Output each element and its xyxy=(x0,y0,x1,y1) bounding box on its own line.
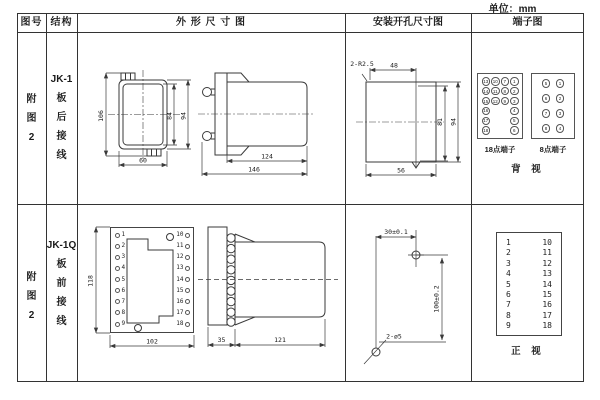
terminal-circle: 18 xyxy=(483,128,489,134)
figure-label-char: 附 xyxy=(26,272,37,283)
terminal-block-18pt xyxy=(477,73,523,139)
terminal-number: 14 xyxy=(542,279,552,289)
terminal-circle: 2 xyxy=(556,94,565,103)
structure-label-char: 后 xyxy=(56,112,67,123)
terminal-circle: 4 xyxy=(556,124,565,133)
dim-60-label: 60 xyxy=(139,156,147,165)
terminal-circle: 2 xyxy=(510,87,519,96)
front-terminal-number: 9 xyxy=(115,321,125,327)
dim-84-label: 84 xyxy=(165,112,174,120)
structure-label-char: JK-1Q xyxy=(46,240,77,251)
front-terminal-number: 18 xyxy=(175,321,190,327)
dim-124-label: 124 xyxy=(261,152,273,161)
terminal-table-jk1q xyxy=(496,232,562,336)
front-terminal-number: 7 xyxy=(115,299,125,305)
front-terminal-number: 16 xyxy=(175,299,190,305)
jk1q-body-outline xyxy=(127,239,173,323)
jk1q-mount-hole-top xyxy=(167,234,174,241)
terminal-number: 1 xyxy=(506,238,511,247)
front-terminal-number: 12 xyxy=(175,254,190,260)
row2-figure-label xyxy=(21,268,42,325)
jk1-cutout-dim-lines xyxy=(366,68,461,177)
front-terminal-number: 8 xyxy=(115,310,125,316)
terminal-circle: 8 xyxy=(501,87,510,96)
terminal-circle: 14 xyxy=(483,88,489,94)
terminal-circle: 16 xyxy=(483,108,489,114)
structure-label-char: JK-1 xyxy=(50,74,73,85)
dim-118-label: 118 xyxy=(86,275,95,287)
terminal-number: 2 xyxy=(506,248,511,258)
terminal-circle: 7 xyxy=(501,77,510,86)
terminal-circle: 5 xyxy=(542,79,551,88)
structure-label-char: 接 xyxy=(56,297,67,308)
jk1-cutout-outline xyxy=(356,68,444,168)
terminal-circle: 15 xyxy=(483,98,489,104)
terminal-block-8pt-caption: 8点端子 xyxy=(539,145,567,154)
front-terminal-number: 4 xyxy=(115,265,125,271)
terminal-circle: 6 xyxy=(510,126,519,135)
dim-121-label: 121 xyxy=(274,336,286,344)
figure-label-char: 2 xyxy=(28,132,35,143)
dim-81-label: 81 xyxy=(436,118,444,126)
terminal-block-8pt xyxy=(531,73,575,139)
front-terminal-number: 6 xyxy=(115,288,125,294)
terminal-circle: 4 xyxy=(510,107,519,116)
dim-102-label: 102 xyxy=(146,337,158,346)
structure-label-char: 线 xyxy=(56,150,67,161)
jk1q-mount-hole-bottom xyxy=(135,325,142,332)
terminal-circle: 1 xyxy=(556,79,565,88)
terminal-circle: 6 xyxy=(542,94,551,103)
structure-label-char: 前 xyxy=(56,278,67,289)
terminal-circle: 17 xyxy=(483,118,489,124)
terminal-number: 7 xyxy=(506,300,511,310)
header-outline: 外 形 尺 寸 图 xyxy=(175,17,247,28)
terminal-circle: 3 xyxy=(556,109,565,118)
terminal-number: 5 xyxy=(506,279,511,289)
terminal-number: 8 xyxy=(506,310,511,320)
dim-2xphi5-label: 2-ø5 xyxy=(386,332,402,341)
terminal-circle: 8 xyxy=(542,124,551,133)
figure-label-char: 图 xyxy=(26,113,37,124)
jk1-side-outline xyxy=(198,73,313,155)
terminal-table-left-column xyxy=(506,238,511,330)
front-terminal-number: 10 xyxy=(175,232,190,238)
jk1q-side-view-drawing xyxy=(198,222,340,354)
terminal-circle: 5 xyxy=(510,117,519,126)
dim-106-label: 106 xyxy=(97,110,105,122)
row1-view-label: 背 视 xyxy=(511,164,545,175)
structure-label-char: 板 xyxy=(56,259,67,270)
terminal-circle: 9 xyxy=(501,97,510,106)
terminal-number: 9 xyxy=(506,321,511,330)
terminal-number: 18 xyxy=(542,321,552,330)
table-vline-4 xyxy=(471,13,472,382)
terminal-number: 12 xyxy=(542,258,552,268)
structure-label-char: 接 xyxy=(56,131,67,142)
dim-2xR2.5-label: 2-R2.5 xyxy=(350,60,374,68)
terminal-circle: 13 xyxy=(483,78,489,84)
dim-56-label: 56 xyxy=(397,166,405,175)
row1-structure-label xyxy=(46,70,77,165)
front-terminal-number: 14 xyxy=(175,277,190,283)
front-terminal-number: 2 xyxy=(115,243,125,249)
front-terminal-number: 11 xyxy=(175,243,190,249)
header-structure: 结构 xyxy=(50,17,73,28)
table-vline-2 xyxy=(77,13,78,382)
dim-48-label: 48 xyxy=(390,61,398,70)
front-terminal-number: 17 xyxy=(175,310,190,316)
terminal-circle: 10 xyxy=(492,78,498,84)
figure-label-char: 图 xyxy=(26,291,37,302)
table-vline-3 xyxy=(345,13,346,382)
terminal-circle: 11 xyxy=(492,88,498,94)
dim-30-label: 30±0.1 xyxy=(384,228,408,236)
row1-figure-label xyxy=(21,90,42,147)
terminal-circle: 3 xyxy=(510,97,519,106)
front-terminal-number: 1 xyxy=(115,232,125,238)
header-mounting: 安装开孔尺寸图 xyxy=(373,17,443,28)
header-fig-no: 图号 xyxy=(20,17,43,28)
row2-structure-label xyxy=(46,236,77,331)
table-header-line xyxy=(17,32,584,33)
terminal-number: 11 xyxy=(542,248,552,258)
terminal-block-18pt-caption: 18点端子 xyxy=(484,145,516,154)
figure-label-char: 附 xyxy=(26,94,37,105)
structure-label-char: 板 xyxy=(56,93,67,104)
unit-label: 单位：mm xyxy=(488,4,537,15)
dim-100-label: 100±0.2 xyxy=(432,285,441,313)
jk1q-front-terminals-right xyxy=(175,232,190,327)
row2-view-label: 正 视 xyxy=(511,346,545,357)
front-terminal-number: 13 xyxy=(175,265,190,271)
jk1q-mounting-holes-drawing xyxy=(350,222,460,372)
jk1-mounting-cutout-drawing xyxy=(352,58,470,183)
dim-94-label: 94 xyxy=(179,112,188,120)
front-terminal-number: 5 xyxy=(115,277,125,283)
terminal-circle: 1 xyxy=(510,77,519,86)
front-terminal-number: 15 xyxy=(175,288,190,294)
terminal-number: 6 xyxy=(506,289,511,299)
structure-label-char: 线 xyxy=(56,316,67,327)
terminal-number: 13 xyxy=(542,269,552,279)
terminal-number: 17 xyxy=(542,310,552,320)
jk1-side-view-drawing xyxy=(197,66,317,178)
jk1q-side-dim-lines xyxy=(208,319,325,347)
terminal-circle: 7 xyxy=(542,109,551,118)
table-row-divider xyxy=(17,204,584,205)
terminal-number: 15 xyxy=(542,289,552,299)
jk1q-front-terminals-left xyxy=(115,232,125,327)
header-terminal: 端子图 xyxy=(512,17,543,28)
jk1q-front-view xyxy=(110,227,194,333)
dim-146-label: 146 xyxy=(248,165,260,174)
terminal-number: 10 xyxy=(542,238,552,247)
dim-94b-label: 94 xyxy=(449,118,458,126)
terminal-table-right-column xyxy=(542,238,552,330)
figure-label-char: 2 xyxy=(28,310,35,321)
terminal-number: 4 xyxy=(506,269,511,279)
terminal-circle: 12 xyxy=(492,98,498,104)
front-terminal-number: 3 xyxy=(115,254,125,260)
terminal-number: 3 xyxy=(506,258,511,268)
terminal-number: 16 xyxy=(542,300,552,310)
dim-35-label: 35 xyxy=(217,336,226,344)
jk1q-side-outline xyxy=(198,227,338,326)
jk1-front-view-drawing xyxy=(97,68,200,173)
